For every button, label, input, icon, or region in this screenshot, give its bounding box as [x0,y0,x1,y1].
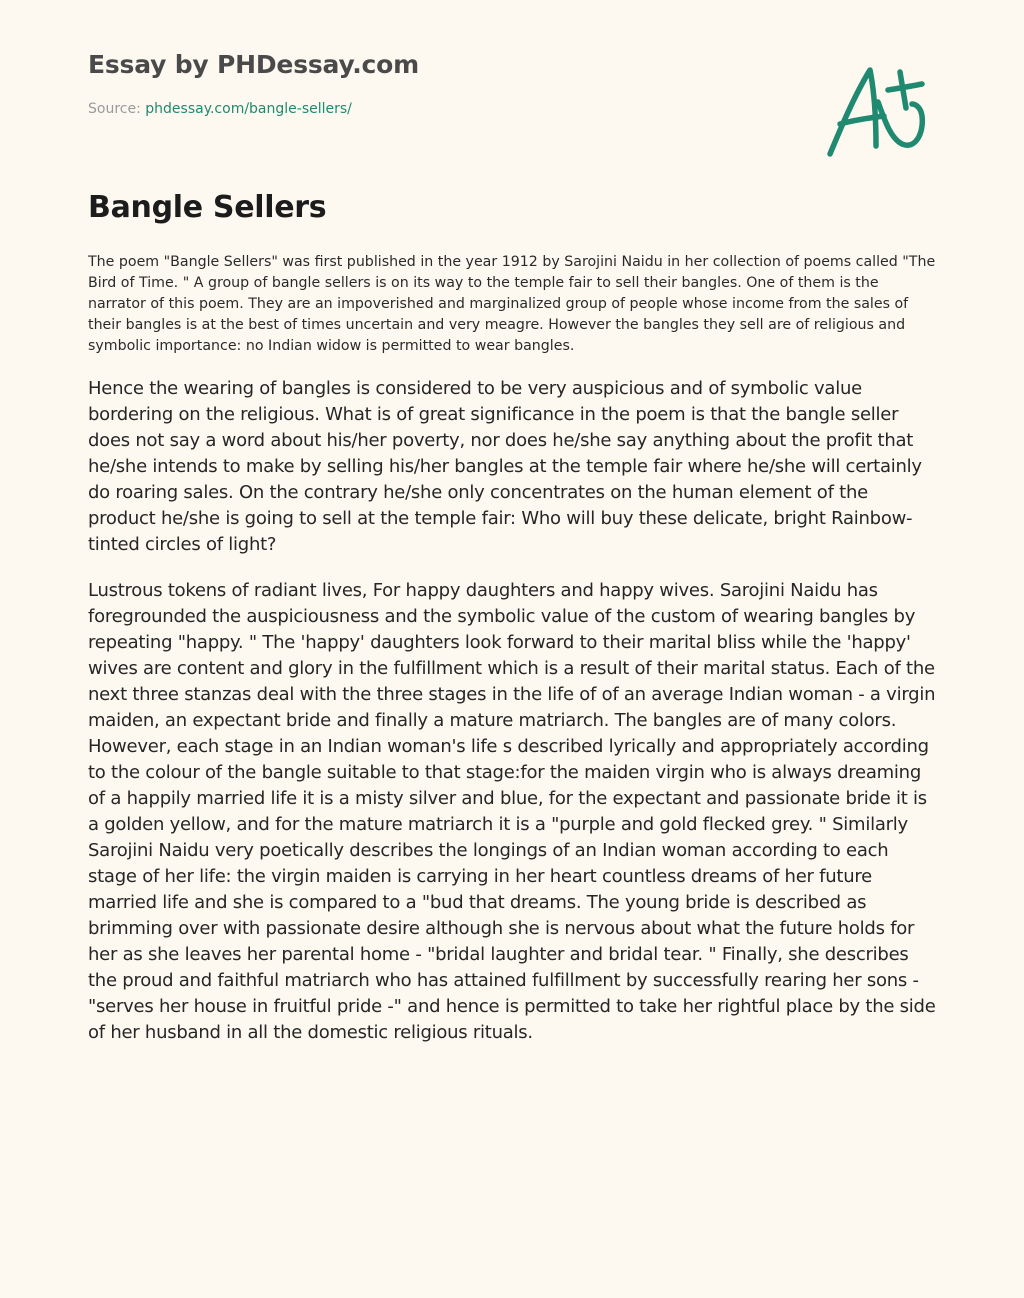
source-link[interactable]: phdessay.com/bangle-sellers/ [145,101,352,117]
body-paragraph-2: Lustrous tokens of radiant lives, For happy daughters and happy wives. Sarojini Naidu has foregrounded the auspiciousness and the symbolic value of the custom of wearing bangles by repeating "happy. " The 'happy' daughters look forward to their marital bliss while the 'happy' wives are content and glory in the fulfillment which is a result of their marital status. Each of the next three stanzas deal with the three stages in the life of of an average Indian woman - a virgin maiden, an expectant bride and finally a mature matriarch. The bangles are of many colors. However, each stage in an Indian woman's life s described lyrically and appropriately according to the colour of the bangle suitable to that stage:for the maiden virgin who is always dreaming of a happily married life it is a misty silver and blue, for the expectant and passionate bride it is a golden yellow, and for the mature matriarch it is a "purple and gold flecked grey. " Similarly Sarojini Naidu very poetically describes the longings of an Indian woman according to each stage of her life: the virgin maiden is carrying in her heart countless dreams of her future married life and she is compared to a "bud that dreams. The young bride is described as brimming over with passionate desire although she is nervous about what the future holds for her as she leaves her parental home - "bridal laughter and bridal tear. " Finally, she describes the proud and faithful matriarch who has attained fulfillment by successfully rearing her sons - "serves her house in fruitful pride -" and hence is permitted to take her rightful place by the side of her husband in all the domestic religious rituals. [88,580,936,1043]
body-paragraph-1: Hence the wearing of bangles is considered to be very auspicious and of symbolic value bordering on the religious. What is of great significance in the poem is that the bangle seller does not say a word about his/her poverty, nor does he/she say anything about the profit that he/she intends to make by selling his/her bangles at the temple fair where he/she will certainly do roaring sales. On the contrary he/she only concentrates on the human element of the product he/she is going to sell at the temple fair: Who will buy these delicate, bright Rainbow-tinted circles of light? [88,378,922,555]
a-plus-grade-icon [818,60,930,164]
page-title: Bangle Sellers [88,190,327,225]
site-brand: Essay by PHDessay.com [88,50,419,79]
source-line [88,101,352,117]
source-label: Source: [88,101,146,117]
intro-paragraph: The poem "Bangle Sellers" was first published in the year 1912 by Sarojini Naidu in her collection of poems called "The Bird of Time. " A group of bangle sellers is on its way to the temple fair to sell their bangles. One of them is the narrator of this poem. They are an impoverished and marginalized group of people whose income from the sales of their bangles is at the best of times uncertain and very meagre. However the bangles they sell are of religious and symbolic importance: no Indian widow is permitted to wear bangles. [88,254,936,354]
